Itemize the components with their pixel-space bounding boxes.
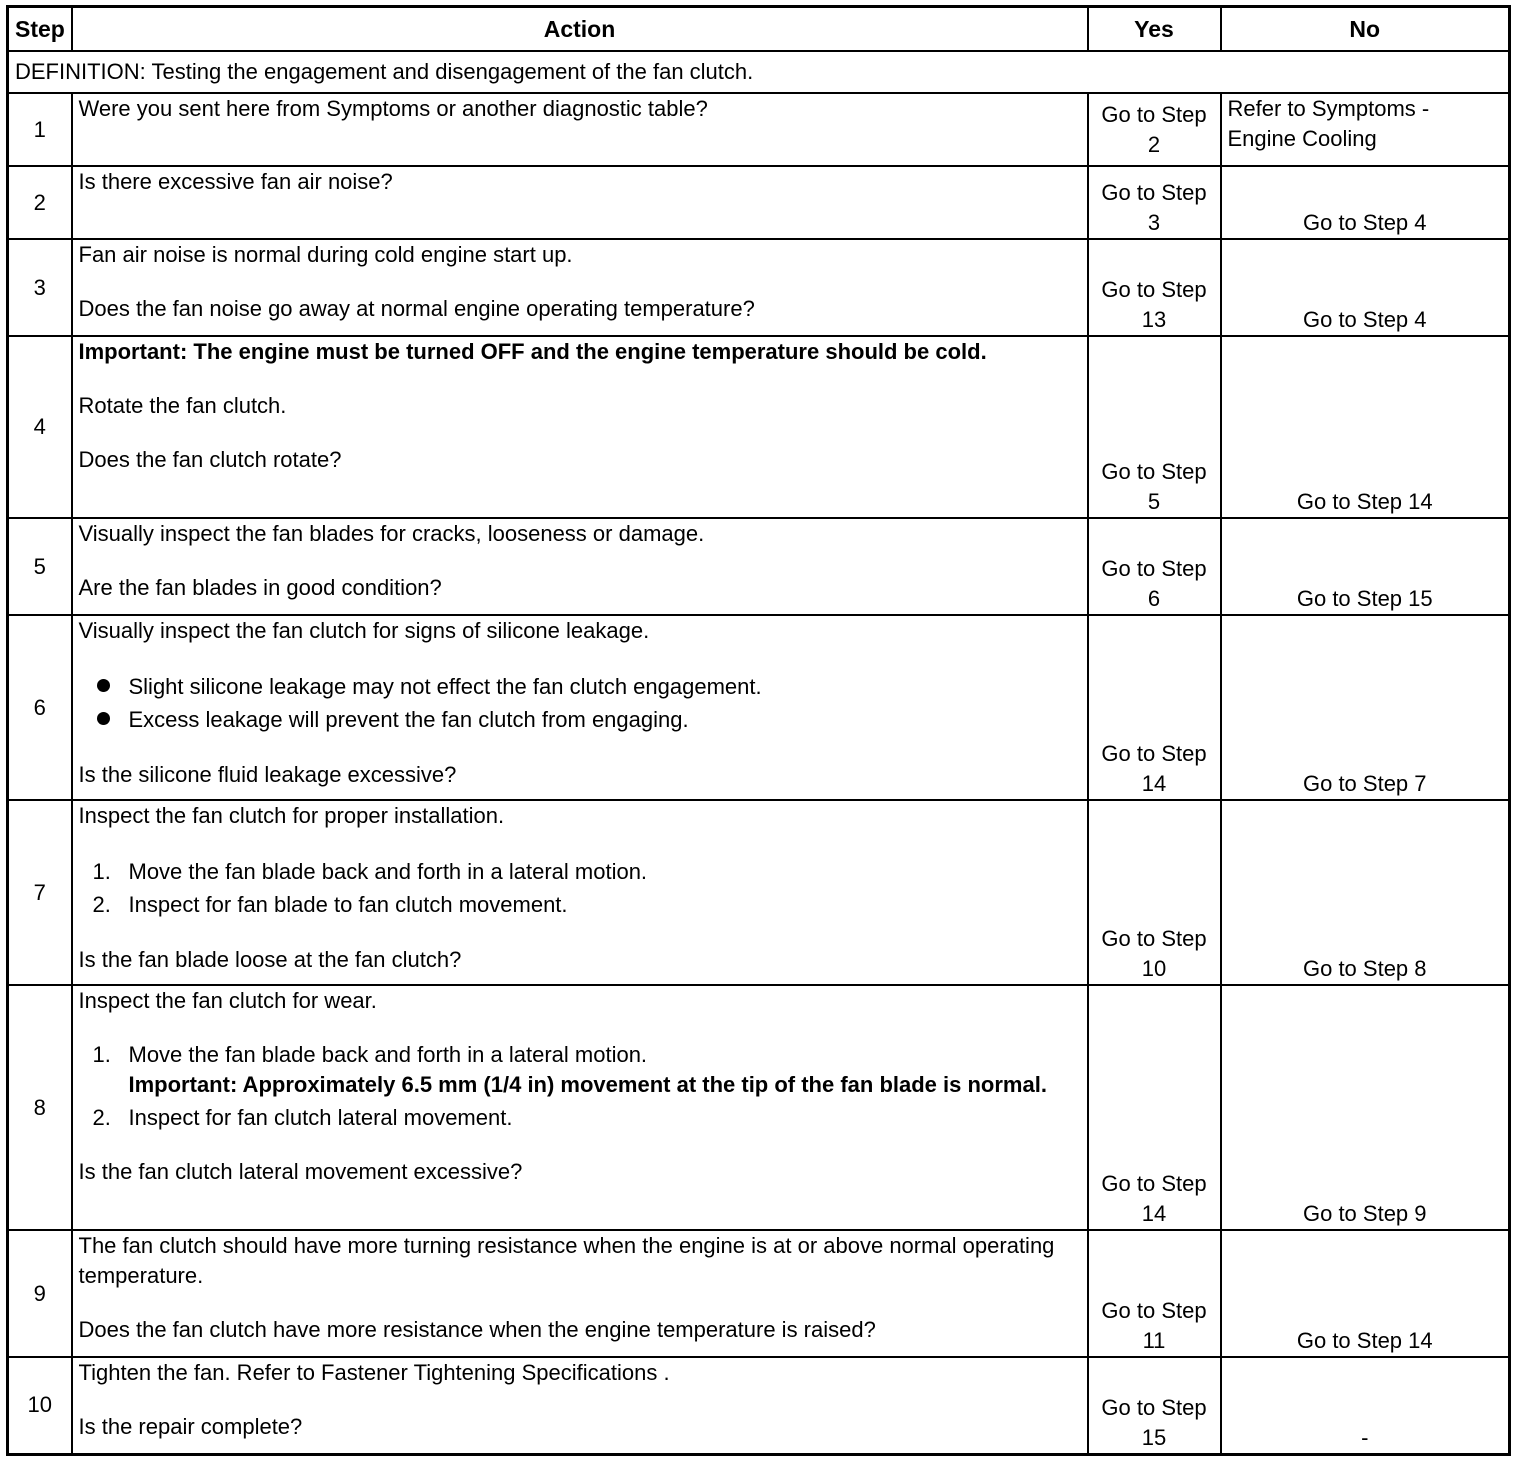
diagnostic-table: [6, 5, 1511, 1456]
yes-step: 14: [1141, 771, 1167, 796]
action-cell: [72, 1357, 1088, 1454]
step-number: 6: [8, 615, 72, 800]
step-number: 10: [8, 1357, 72, 1454]
table-row: [8, 800, 1510, 985]
list-number: 1.: [92, 859, 111, 884]
table-row: [8, 1230, 1510, 1357]
list-item: [79, 855, 1081, 888]
no-text-line2: Engine Cooling: [1227, 126, 1377, 151]
action-cell: [72, 615, 1088, 800]
list-item-text: Excess leakage will prevent the fan clutch from engaging.: [128, 707, 689, 732]
table-row: [8, 166, 1510, 239]
action-text: Visually inspect the fan clutch for signs of silicone leakage.: [78, 618, 650, 643]
no-cell: Go to Step 7: [1221, 615, 1510, 800]
yes-cell: [1088, 615, 1221, 800]
yes-step: 5: [1147, 489, 1161, 514]
no-cell: Go to Step 8: [1221, 800, 1510, 985]
action-cell: [72, 166, 1088, 239]
list-item: [79, 1040, 1081, 1100]
definition-row: [8, 51, 1510, 93]
yes-step: 11: [1142, 1328, 1166, 1353]
list-item-text: Inspect for fan blade to fan clutch movement.: [128, 892, 568, 917]
action-question: Is there excessive fan air noise?: [78, 169, 393, 194]
yes-label: Go to Step: [1101, 102, 1207, 127]
no-cell: Go to Step 15: [1221, 518, 1510, 615]
list-item: [79, 1103, 1081, 1133]
table-row: [8, 336, 1510, 518]
action-question: Is the silicone fluid leakage excessive?: [78, 762, 457, 787]
yes-label: Go to Step: [1101, 556, 1207, 581]
action-cell: [72, 800, 1088, 985]
numbered-list: [79, 1040, 1081, 1133]
action-text: Were you sent here from Symptoms or another diagnostic table?: [78, 96, 708, 121]
table-row: [8, 615, 1510, 800]
list-item-text: Move the fan blade back and forth in a lateral motion.: [128, 859, 648, 884]
numbered-list: [79, 855, 1081, 921]
yes-step: 2: [1147, 132, 1161, 157]
no-cell: [1221, 93, 1510, 166]
important-note: Important: Approximately 6.5 mm (1/4 in) movement at the tip of the fan blade is normal.: [128, 1072, 1047, 1097]
list-item: [79, 703, 1081, 736]
list-item-text: Move the fan blade back and forth in a lateral motion.: [128, 1042, 648, 1067]
list-number: 2.: [92, 892, 111, 917]
yes-label: Go to Step: [1101, 1298, 1207, 1323]
yes-cell: [1088, 518, 1221, 615]
table-row: [8, 93, 1510, 166]
yes-label: Go to Step: [1101, 1394, 1207, 1420]
definition-text: DEFINITION: Testing the engagement and disengagement of the fan clutch.: [8, 51, 1510, 93]
action-question: Are the fan blades in good condition?: [78, 575, 442, 600]
action-text: Rotate the fan clutch.: [78, 393, 287, 418]
action-cell: [72, 985, 1088, 1230]
action-text: Visually inspect the fan blades for cracks, looseness or damage.: [78, 521, 705, 546]
no-cell: Go to Step 14: [1221, 336, 1510, 518]
action-question: Is the fan clutch lateral movement excessive?: [78, 1159, 523, 1184]
yes-cell: [1088, 239, 1221, 336]
step-number: 1: [8, 93, 72, 166]
yes-step: 3: [1147, 210, 1161, 235]
bullet-dot-icon: [97, 679, 110, 692]
action-cell: [72, 336, 1088, 518]
yes-label: Go to Step: [1101, 1171, 1207, 1196]
yes-step: 14: [1141, 1201, 1167, 1226]
no-text-line1: Refer to Symptoms -: [1227, 96, 1430, 121]
no-cell: Go to Step 14: [1221, 1230, 1510, 1357]
action-question: Does the fan clutch have more resistance when the engine temperature is raised?: [78, 1317, 876, 1342]
step-number: 3: [8, 239, 72, 336]
yes-cell: [1088, 93, 1221, 166]
step-number: 9: [8, 1230, 72, 1357]
action-text: Fan air noise is normal during cold engine start up.: [78, 242, 573, 267]
action-text: Inspect the fan clutch for proper installation.: [78, 803, 505, 828]
action-question: Is the repair complete?: [78, 1414, 303, 1439]
step-number: 8: [8, 985, 72, 1230]
no-cell: Go to Step 4: [1221, 166, 1510, 239]
header-yes: Yes: [1088, 7, 1221, 52]
header-row: [8, 7, 1510, 52]
action-cell: [72, 518, 1088, 615]
yes-cell: [1088, 166, 1221, 239]
no-cell: Go to Step 4: [1221, 239, 1510, 336]
yes-step: 15: [1141, 1424, 1167, 1450]
yes-cell: [1088, 800, 1221, 985]
yes-cell: [1088, 1230, 1221, 1357]
yes-step: 10: [1141, 956, 1167, 981]
yes-step: 6: [1147, 586, 1161, 611]
step-number: 2: [8, 166, 72, 239]
step-number: 7: [8, 800, 72, 985]
action-question: Does the fan clutch rotate?: [78, 447, 342, 472]
table-row: [8, 239, 1510, 336]
yes-label: Go to Step: [1101, 741, 1207, 766]
action-text: Inspect the fan clutch for wear.: [78, 988, 377, 1013]
list-item: [79, 670, 1081, 703]
table-row: [8, 985, 1510, 1230]
important-note: Important: The engine must be turned OFF and the engine temperature should be cold.: [78, 339, 987, 364]
yes-label: Go to Step: [1101, 926, 1207, 951]
header-no: No: [1221, 7, 1510, 52]
table-row: [8, 1357, 1510, 1454]
yes-step: 13: [1141, 307, 1167, 332]
yes-cell: [1088, 336, 1221, 518]
action-text: The fan clutch should have more turning resistance when the engine is at or above normal operating temperature.: [78, 1233, 1055, 1288]
header-action: Action: [72, 7, 1088, 52]
step-number: 5: [8, 518, 72, 615]
action-question: Does the fan noise go away at normal engine operating temperature?: [78, 296, 755, 321]
no-cell: -: [1221, 1357, 1510, 1454]
yes-label: Go to Step: [1101, 459, 1207, 484]
yes-label: Go to Step: [1101, 277, 1207, 302]
action-cell: [72, 1230, 1088, 1357]
list-number: 1.: [92, 1042, 111, 1067]
action-question: Is the fan blade loose at the fan clutch?: [78, 947, 462, 972]
action-cell: [72, 93, 1088, 166]
header-step: Step: [8, 7, 72, 52]
step-number: 4: [8, 336, 72, 518]
bullet-dot-icon: [97, 712, 110, 725]
no-cell: Go to Step 9: [1221, 985, 1510, 1230]
yes-cell: [1088, 985, 1221, 1230]
list-number: 2.: [92, 1105, 111, 1130]
action-cell: [72, 239, 1088, 336]
yes-label: Go to Step: [1101, 180, 1207, 205]
yes-cell: [1088, 1357, 1221, 1454]
action-text: Tighten the fan. Refer to Fastener Tightening Specifications .: [78, 1360, 670, 1385]
list-item-text: Slight silicone leakage may not effect the fan clutch engagement.: [128, 674, 762, 699]
list-item-text: Inspect for fan clutch lateral movement.: [128, 1105, 513, 1130]
list-item: [79, 888, 1081, 921]
bullet-list: [79, 670, 1081, 736]
table-row: [8, 518, 1510, 615]
